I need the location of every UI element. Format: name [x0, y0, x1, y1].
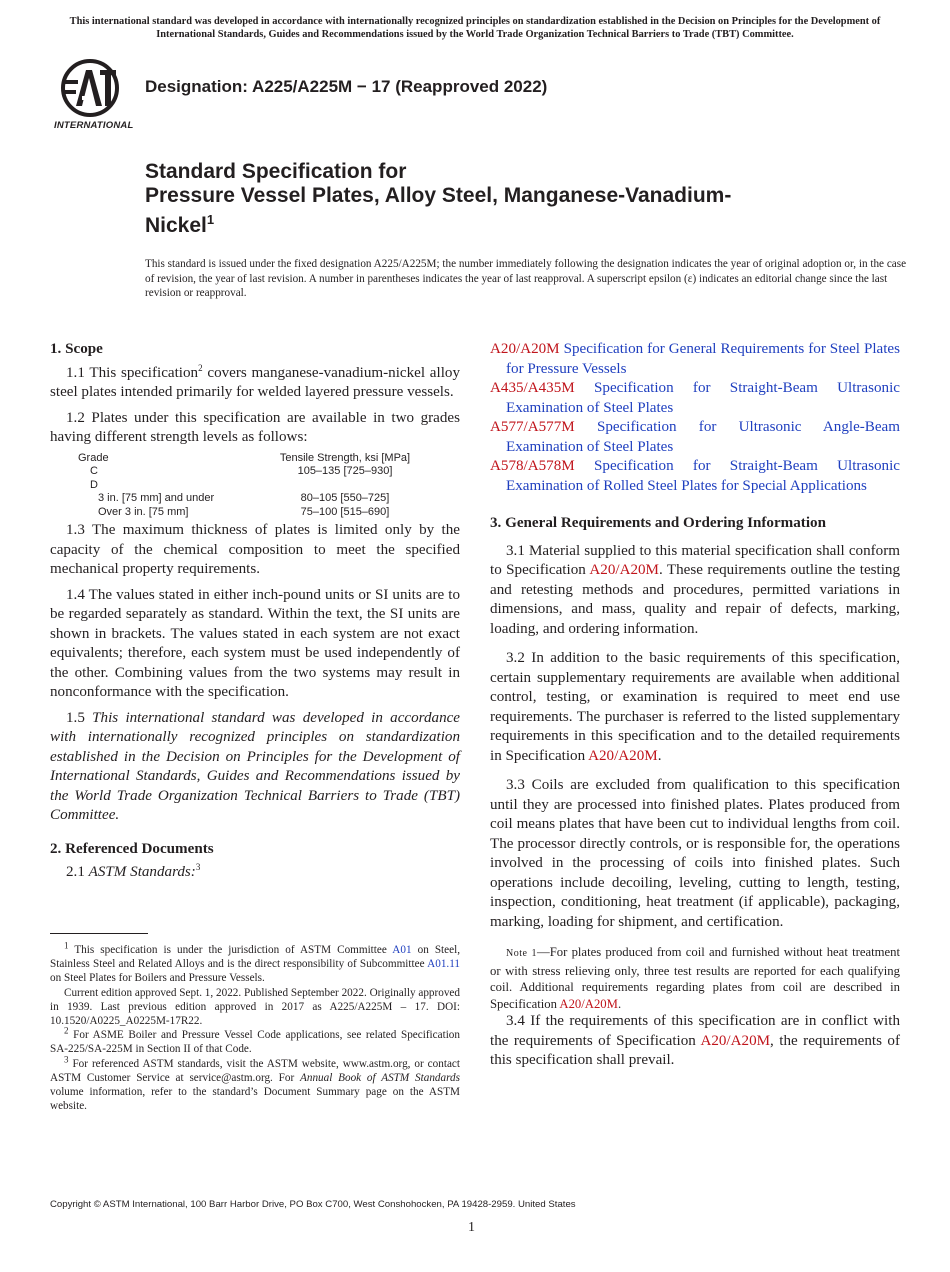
table-row: D: [90, 478, 98, 491]
footnote-ref-3[interactable]: 3: [195, 861, 201, 872]
footnotes: [50, 940, 460, 1113]
astm-logo: [52, 58, 136, 134]
ref-title[interactable]: Specification for Straight-Beam Ultrasonic Examination of Rolled Steel Plates for Special Applications: [506, 458, 900, 494]
para-1-3: 1.3 The maximum thickness of plates is limited only by the capacity of the chemical composition to meet the specified mechanical property requirements.: [50, 522, 460, 577]
ref-code[interactable]: A20/A20M: [490, 341, 560, 357]
link-a01[interactable]: A01: [392, 944, 412, 956]
footnote-1-edition: Current edition approved Sept. 1, 2022. Published September 2022. Originally approved in 1939. Last previous edition approved in 2017 as A225/A225M – 17. DOI: 10.1520/A0225_A0225M-17R22.: [50, 986, 460, 1028]
copyright: Copyright © ASTM International, 100 Barr Harbor Drive, PO Box C700, West Conshohocken, PA 19428-2959. United States: [50, 1199, 576, 1210]
para-3-1: 3.1 Material supplied to this material specification shall conform to Specification A20/A20M. These requirements outline the testing and retesting methods and procedures, permitted variations in dimensions, and mass, quality and repair of defects, marking, loading, and ordering information.: [490, 542, 900, 637]
table-row: 3 in. [75 mm] and under 80–105 [550–725]: [98, 492, 390, 504]
table-row: C 105–135 [725–930]: [90, 465, 393, 477]
ref-code[interactable]: A578/A578M: [490, 458, 575, 474]
title-line-2: Pressure Vessel Plates, Alloy Steel, Manganese-Vanadium-: [145, 184, 732, 207]
table-row: Over 3 in. [75 mm] 75–100 [515–690]: [98, 505, 390, 518]
section-3-heading: 3. General Requirements and Ordering Information: [490, 515, 826, 531]
ref-title[interactable]: Specification for Straight-Beam Ultrasonic Examination of Steel Plates: [506, 380, 900, 416]
para-1-2: 1.2 Plates under this specification are available in two grades having different strength levels as follows:: [50, 409, 460, 445]
para-3-4: 3.4 If the requirements of this specification are in conflict with the requirements of Specification A20/A20M, the requirements of this specification shall prevail.: [490, 1013, 900, 1068]
footnote-1: $^1$ This specification is under the jurisdiction of ASTM Committee A01 on Steel, Stainless Steel and Related Alloys and is the direct responsibility of Subcommittee A01.11 on Steel Plates for Boilers and Pressure Vessels.: [50, 940, 460, 985]
list-item[interactable]: [490, 379, 900, 418]
link-a20[interactable]: A20/A20M: [588, 747, 658, 764]
right-column: [490, 340, 900, 1071]
title-line-1: Standard Specification for: [145, 160, 407, 183]
link-a20[interactable]: A20/A20M: [589, 562, 659, 578]
link-a20[interactable]: A20/A20M: [559, 996, 618, 1011]
section-1-heading: 1. Scope: [50, 341, 103, 357]
list-item[interactable]: [490, 340, 900, 379]
link-a01-11[interactable]: A01.11: [427, 958, 460, 971]
note-1: Note 1—For plates produced from coil and furnished without heat treatment or with stress relieving only, three test results are reported for each qualifying coil. Additional requirements regarding plates from coil are described in Specification A20/A20M.: [490, 945, 900, 1011]
document-title: [145, 160, 845, 238]
footnote-ref-2[interactable]: 2: [198, 362, 203, 373]
title-footnote-mark: 1: [206, 212, 215, 227]
table-header-row: [50, 452, 460, 466]
page-number: 1: [468, 1220, 475, 1235]
ref-code[interactable]: A435/A435M: [490, 380, 575, 396]
designation: Designation: A225/A225M − 17 (Reapproved 2022): [145, 77, 548, 96]
section-2-heading: 2. Referenced Documents: [50, 840, 214, 857]
note-label: Note 1: [506, 948, 538, 959]
top-notice: This international standard was developed in accordance with internationally recognized principles on standardization established in the Decision on Principles for the Development of International Standards, Guides and Recommendations issued by the World Trade Organization Technical Barriers to Trade (TBT) Committee.: [69, 16, 881, 40]
para-2-1: 2.1 ASTM Standards:$^3$: [66, 861, 201, 880]
table-header-grade: Grade: [78, 451, 109, 464]
link-a20[interactable]: A20/A20M: [700, 1032, 771, 1049]
para-1-4: 1.4 The values stated in either inch-pound units or SI units are to be regarded separately as standard. Within the text, the SI units are shown in brackets. The values stated in each system are not exact equivalents; therefore, each system must be used independently of the other. Combining values from the two systems may result in nonconformance with the specification.: [50, 586, 460, 700]
grades-table: [50, 452, 460, 520]
ref-title[interactable]: Specification for Ultrasonic Angle-Beam Examination of Steel Plates: [506, 419, 900, 455]
table-header-strength: Tensile Strength, ksi [MPa]: [279, 451, 411, 464]
issued-note: This standard is issued under the fixed designation A225/A225M; the number immediately following the designation indicates the year of original adoption or, in the case of revision, the year of last revision. A number in parentheses indicates the year of last reapproval. A superscript epsilon (ε) indicates an editorial change since the last revision or reapproval.: [145, 258, 907, 299]
left-column: [50, 340, 460, 883]
para-1-5: 1.5 This international standard was developed in accordance with internationally recognized principles on standardization established in the Decision on Principles for the Development of International Standards, Guides and Recommendations issued by the World Trade Organization Technical Barriers to Trade (TBT) Committee.: [50, 709, 461, 823]
para-3-2: 3.2 In addition to the basic requirements of this specification, certain supplementary requirements are available when additional control, testing, or examination is required to meet end use requirements. The purchaser is referred to the listed supplementary requirements in this specification and to the detailed requirements in Specification A20/A20M.: [490, 650, 900, 764]
ref-code[interactable]: A577/A577M: [490, 419, 575, 435]
logo-wordmark: INTERNATIONAL: [54, 120, 134, 131]
footnote-2: $^2$ For ASME Boiler and Pressure Vessel Code applications, see related Specification SA-225/SA-225M in Section II of that Code.: [50, 1025, 460, 1056]
ref-title[interactable]: Specification for General Requirements for Steel Plates for Pressure Vessels: [506, 341, 900, 377]
para-1-1: 1.1 This specification$^2$ covers manganese-vanadium-nickel alloy steel plates intended primarily for welded layered pressure vessels.: [50, 362, 460, 400]
footnote-divider: [50, 933, 148, 934]
list-item[interactable]: [490, 457, 900, 496]
referenced-standards-list: [490, 340, 900, 496]
footnote-3: $^3$ For referenced ASTM standards, visit the ASTM website, www.astm.org, or contact ASTM Customer Service at service@astm.org. For Annual Book of ASTM Standards volume information, refer to the standard’s Document Summary page on the ASTM website.: [50, 1053, 460, 1113]
title-line-3: Nickel: [145, 214, 207, 237]
list-item[interactable]: [490, 418, 900, 457]
para-3-3: 3.3 Coils are excluded from qualification to this specification until they are processed into finished plates. Plates produced from coil means plates that have been cut to individual lengths from coil. The processor directly controls, or is responsible for, the operations involved in the processing of coils into finished plates. Such operations include decoiling, leveling, cutting to length, testing, inspection, conditioning, heat treatment (if applicable), packaging, marking, loading for shipment, and certification.: [490, 777, 900, 930]
